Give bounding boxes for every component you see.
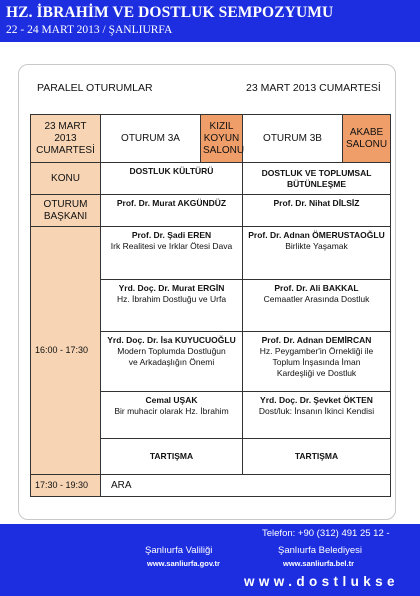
site-url[interactable]: www.dostlukse: [244, 574, 399, 589]
talk-a-1: Prof. Dr. Şadi EREN Irk Realitesi ve Irklar Ötesi Dava: [101, 227, 243, 280]
topic-b: DOSTLUK VE TOPLUMSAL BÜTÜNLEŞME: [243, 163, 391, 195]
time-break: 17:30 - 19:30: [31, 475, 101, 497]
break-row: [31, 475, 391, 497]
url-belediye[interactable]: www.sanliurfa.bel.tr: [283, 559, 354, 568]
symposium-dates: 22 - 24 MART 2013 / ŞANLIURFA: [6, 24, 173, 36]
talk-a-3: Yrd. Doç. Dr. İsa KUYUCUOĞLU Modern Toplumda Dostluğun ve Arkadaşlığın Önemi: [101, 332, 243, 392]
page-footer: [0, 524, 420, 596]
talk-b-3: Prof. Dr. Adnan DEMİRCAN Hz. Peygamber'in Örnekliği ile Toplum İnşasında İman Kardeşliği ve Dostluk: [243, 332, 391, 392]
org-belediye: Şanlıurfa Belediyesi: [278, 545, 362, 556]
talk-a-2: Yrd. Doç. Dr. Murat ERGİN Hz. İbrahim Dostluğu ve Urfa: [101, 280, 243, 332]
page-header: [0, 0, 420, 42]
talk-b-1: Prof. Dr. Adnan ÖMERUSTAOĞLU Birlikte Yaşamak: [243, 227, 391, 280]
program-table: [30, 114, 391, 497]
konu-label: KONU: [31, 163, 101, 195]
talk-b-2: Prof. Dr. Ali BAKKAL Cemaatler Arasında Dostluk: [243, 280, 391, 332]
chair-b: Prof. Dr. Nihat DİLSİZ: [243, 195, 391, 227]
talk-b-4: Yrd. Doç. Dr. Şevket ÖKTEN Dost/luk: İnsanın İkinci Kendisi: [243, 392, 391, 439]
date-cell: 23 MART 2013 CUMARTESİ: [31, 115, 101, 163]
topic-a: DOSTLUK KÜLTÜRÜ: [101, 163, 243, 195]
section-label-date: 23 MART 2013 CUMARTESİ: [246, 82, 381, 94]
break-label: ARA: [101, 475, 391, 497]
time-main: 16:00 - 17:30: [31, 227, 101, 475]
talk-a-4: Cemal UŞAK Bir muhacir olarak Hz. İbrahim: [101, 392, 243, 439]
phone-number: Telefon: +90 (312) 491 25 12 -: [262, 528, 390, 539]
session-b-title: OTURUM 3B: [243, 115, 343, 163]
chair-a: Prof. Dr. Murat AKGÜNDÜZ: [101, 195, 243, 227]
talk-row: [31, 227, 391, 280]
chair-label: OTURUM BAŞKANI: [31, 195, 101, 227]
topic-row: [31, 163, 391, 195]
discussion-a: TARTIŞMA: [101, 439, 243, 475]
hall-a: KIZIL KOYUN SALONU: [201, 115, 243, 163]
chair-row: [31, 195, 391, 227]
session-a-title: OTURUM 3A: [101, 115, 201, 163]
table-header-row: [31, 115, 391, 163]
symposium-title: HZ. İBRAHİM VE DOSTLUK SEMPOZYUMU: [6, 4, 334, 21]
section-label-parallel: PARALEL OTURUMLAR: [37, 82, 153, 94]
org-valilik: Şanlıurfa Valiliği: [145, 545, 213, 556]
hall-b: AKABE SALONU: [343, 115, 391, 163]
url-valilik[interactable]: www.sanliurfa.gov.tr: [147, 559, 220, 568]
discussion-b: TARTIŞMA: [243, 439, 391, 475]
